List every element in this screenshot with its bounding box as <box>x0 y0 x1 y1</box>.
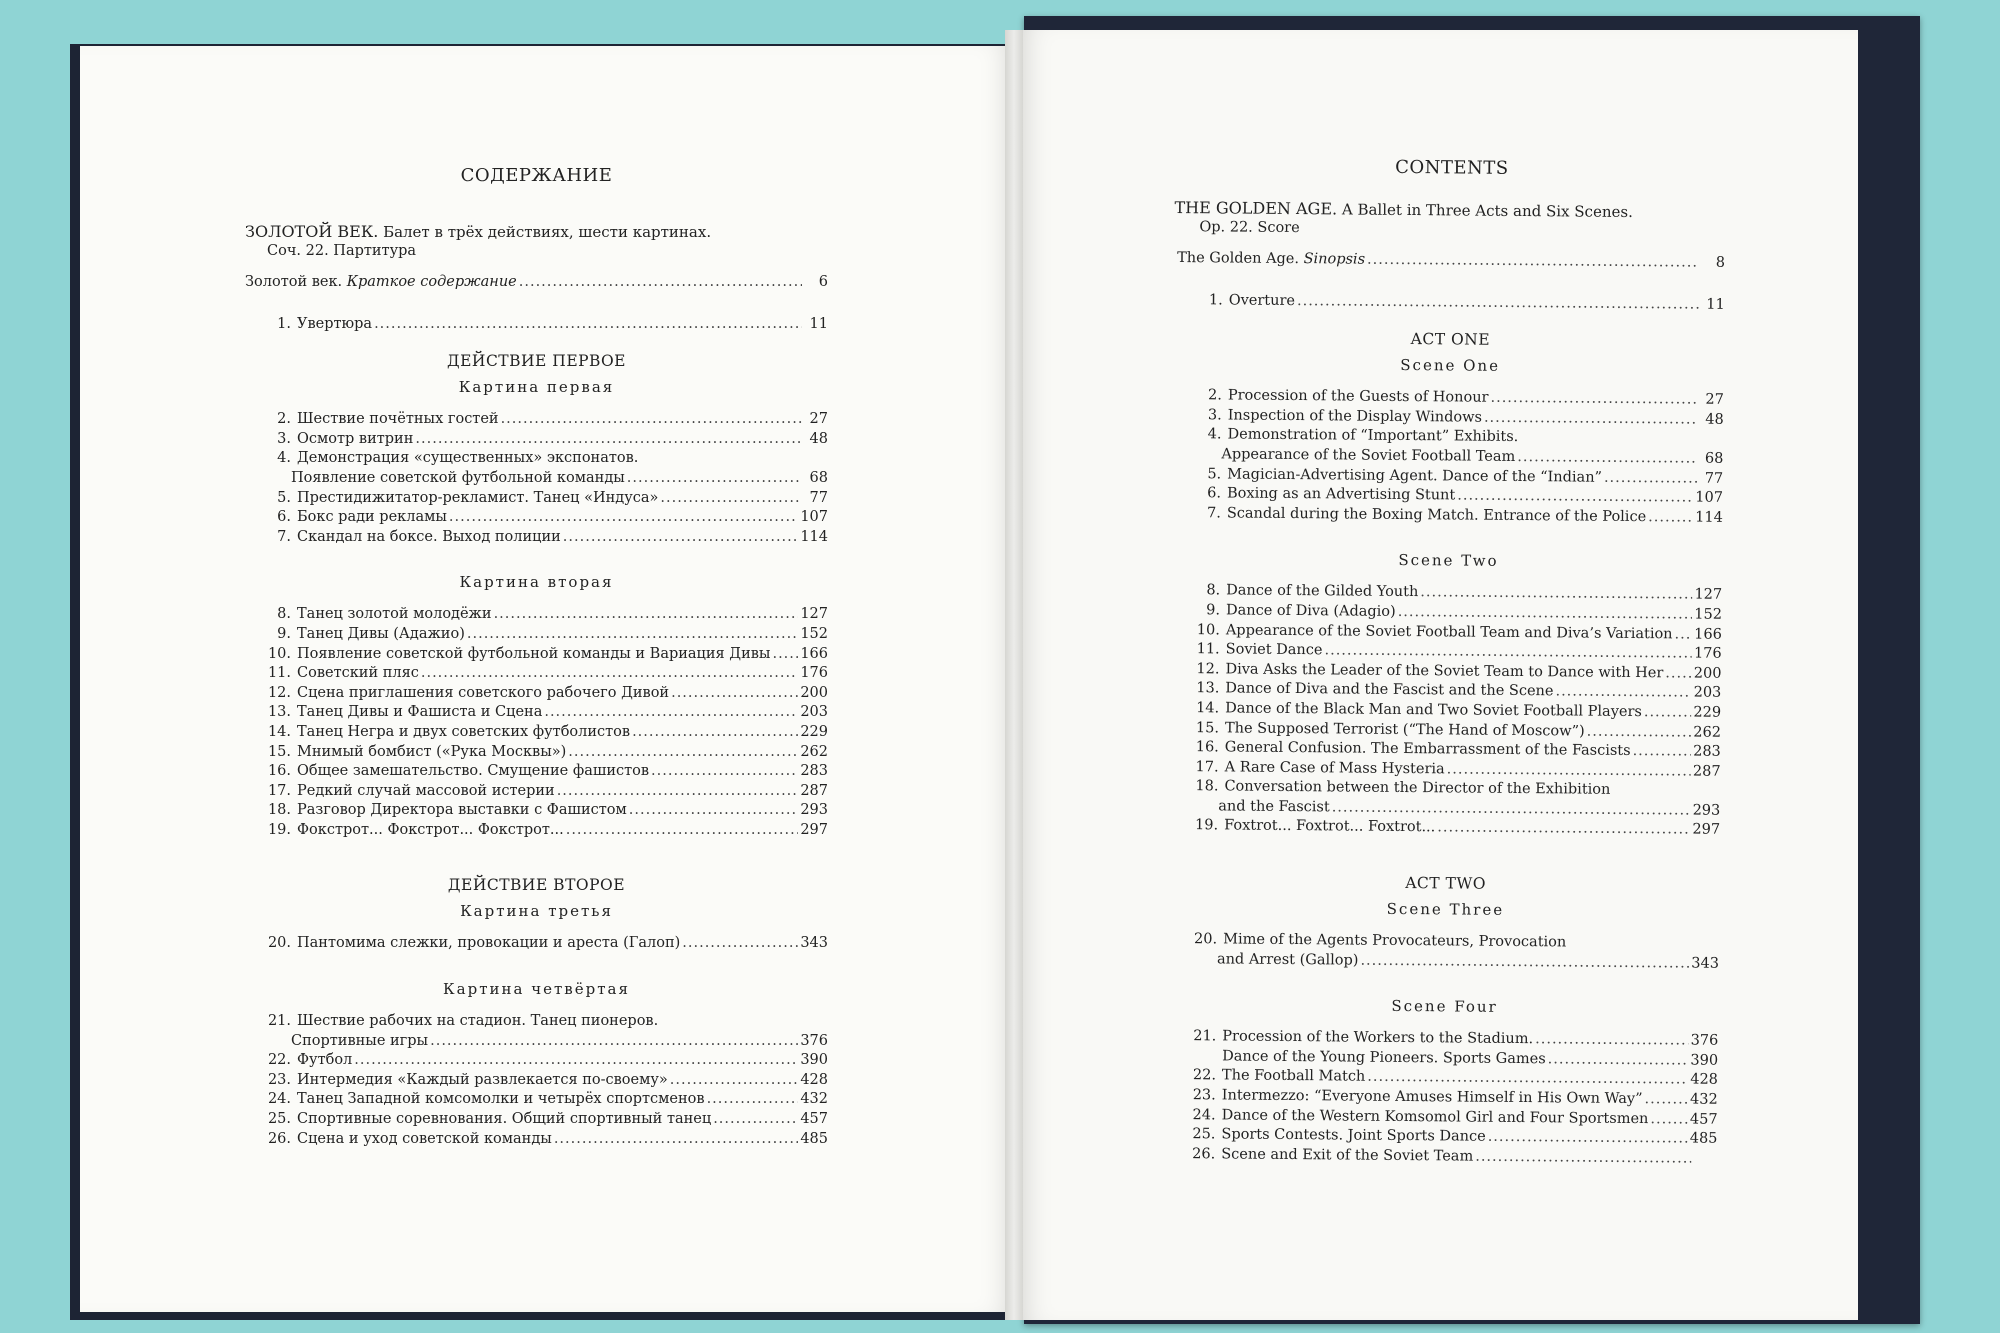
leader-dots <box>1555 683 1691 704</box>
entry-title: Dance of the Gilded Youth <box>1226 582 1419 601</box>
toc-entry <box>245 410 828 430</box>
entry-page: 457 <box>1689 1111 1718 1128</box>
scene-one-list-ru <box>245 410 828 565</box>
entry-title: Procession of the Workers to the Stadium. <box>1222 1028 1534 1048</box>
entry-page: 107 <box>1695 489 1724 506</box>
entry-title: Танец Дивы и Фашиста и Сцена <box>297 704 543 721</box>
entry-number: 22. <box>1192 1067 1217 1084</box>
entry-title: Sports Contests. Joint Sports Dance <box>1221 1126 1486 1145</box>
toc-entry <box>245 605 828 625</box>
entry-number: 10. <box>1196 621 1220 638</box>
leader-dots <box>1587 722 1692 743</box>
toc-entry <box>245 1071 828 1091</box>
leader-dots <box>1535 1030 1689 1051</box>
toc-entry-continuation <box>245 1032 828 1052</box>
scene-three-heading-ru: Картина третья <box>460 902 613 921</box>
entry-title: Intermezzo: “Everyone Amuses Himself in His Own Way” <box>1221 1087 1643 1108</box>
entry-page: 287 <box>1692 763 1721 780</box>
entry-number: 23. <box>1192 1087 1216 1104</box>
scene-two-list-ru <box>245 605 828 858</box>
entry-number: 24. <box>267 1091 291 1108</box>
toc-entry <box>245 762 828 782</box>
entry-page: 27 <box>809 411 828 428</box>
scene-one-list-en <box>1175 386 1724 546</box>
scene-four-heading-ru: Картина четвёртая <box>443 980 630 999</box>
entry-page: 77 <box>809 489 828 506</box>
entry-title: Dance of Diva and the Fascist and the Scene <box>1225 680 1554 700</box>
leader-dots <box>1490 389 1698 410</box>
entry-number: 25. <box>1192 1126 1216 1143</box>
entry-number: 11. <box>1196 641 1220 658</box>
entry-page: 27 <box>1705 391 1724 408</box>
russian-contents <box>245 165 828 1167</box>
scene-four-list-ru <box>245 1012 828 1167</box>
entry-number: 15. <box>1195 719 1220 736</box>
entry-number: 22. <box>267 1052 291 1069</box>
act-two-heading-en: ACT TWO <box>1405 874 1487 893</box>
entry-page: 376 <box>800 1032 828 1049</box>
leader-dots <box>1665 664 1692 684</box>
entry-title: Foxtrot... Foxtrot... Foxtrot... <box>1224 817 1436 836</box>
leader-dots <box>568 743 798 763</box>
leader-dots <box>682 934 798 954</box>
toc-entry <box>245 1051 828 1071</box>
synopsis-row-en: The Golden Age. Sinopsis ..... 8 <box>1177 249 1725 273</box>
entry-number: 8. <box>1206 582 1221 599</box>
entry-number: 20. <box>1194 931 1218 948</box>
entry-number: 2. <box>277 411 291 428</box>
toc-entry <box>245 723 828 743</box>
entry-title: Престидижитатор-рекламист. Танец «Индуса» <box>297 489 659 506</box>
scene-two-heading-en: Scene Two <box>1398 551 1499 571</box>
entry-number: 13. <box>267 704 291 721</box>
scene-three-list-en <box>1171 930 1719 992</box>
scene-one-heading-ru: Картина первая <box>458 378 615 397</box>
entry-number: 8. <box>277 606 291 623</box>
entry-number: 25. <box>267 1111 291 1128</box>
entry-title: Conversation between the Director of the Exhibition <box>1224 778 1611 799</box>
leader-dots <box>1648 508 1693 528</box>
entry-title-continued: Appearance of the Soviet Football Team <box>1221 446 1516 465</box>
entry-page: 390 <box>1690 1052 1719 1069</box>
leader-dots <box>660 489 802 509</box>
toc-entry <box>245 703 828 723</box>
scene-two-heading-ru: Картина вторая <box>459 573 614 592</box>
entry-title: Dance of Diva (Adagio) <box>1225 602 1396 620</box>
entry-title: Танец Дивы (Адажио) <box>297 625 465 642</box>
entry-title: Бокс ради рекламы <box>297 509 447 526</box>
leader-dots <box>494 605 799 625</box>
work-title-en: THE GOLDEN AGE. A Ballet in Three Acts and Six Scenes. <box>1174 197 1633 221</box>
entry-number: 4. <box>1207 426 1222 443</box>
entry-number: 14. <box>1196 700 1220 717</box>
leader-dots <box>670 1071 799 1091</box>
leader-dots <box>1398 603 1693 625</box>
leader-dots <box>1457 487 1693 509</box>
leader-dots <box>1484 408 1698 429</box>
toc-entry <box>245 821 828 841</box>
leader-dots <box>1548 1050 1689 1071</box>
entry-number: 20. <box>267 935 291 952</box>
entry-number: 12. <box>267 684 291 701</box>
entry-title: Осмотр витрин <box>297 430 414 447</box>
leader-dots <box>651 762 798 782</box>
entry-page: 229 <box>800 723 828 740</box>
entry-page: 203 <box>1693 684 1722 702</box>
toc-entry <box>245 684 828 704</box>
entry-page: 176 <box>1693 645 1722 662</box>
entry-page: 343 <box>800 935 828 952</box>
entry-title: Спортивные соревнования. Общий спортивный танец <box>297 1111 712 1128</box>
entry-title: Diva Asks the Leader of the Soviet Team to Dance with Her <box>1225 661 1664 681</box>
entry-title: Procession of the Guests of Honour <box>1227 387 1489 406</box>
entry-page: 262 <box>1693 724 1722 741</box>
leader-dots <box>1488 1128 1688 1149</box>
toc-entry <box>245 430 828 450</box>
toc-entry <box>245 934 828 954</box>
entry-number: 24. <box>1192 1106 1216 1123</box>
entry-page: 152 <box>800 625 828 642</box>
entry-number: 2. <box>1207 387 1222 404</box>
entry-number: 14. <box>267 723 291 740</box>
book-spine <box>1005 30 1023 1320</box>
entry-title: Танец золотой молодёжи <box>297 606 492 623</box>
leader-dots <box>563 528 799 548</box>
scene-two-list-en <box>1172 581 1722 858</box>
entry-page: 200 <box>1693 665 1722 682</box>
entry-number: 26. <box>1192 1145 1216 1163</box>
entry-number: 6. <box>1207 485 1222 502</box>
entry-number: 26. <box>267 1130 291 1147</box>
entry-page: 376 <box>1690 1032 1719 1049</box>
entry-page: 48 <box>1705 411 1724 428</box>
entry-page: 68 <box>1704 450 1724 467</box>
leader-dots <box>544 703 798 723</box>
entry-page: 390 <box>800 1052 828 1069</box>
entry-number: 17. <box>267 782 291 799</box>
entry-page: 283 <box>800 763 828 780</box>
leader-dots <box>501 410 802 430</box>
leader-dots <box>467 625 798 645</box>
entry-title: A Rare Case of Mass Hysteria <box>1224 759 1445 778</box>
entry-page: 485 <box>1689 1130 1718 1147</box>
toc-entry <box>245 449 828 469</box>
entry-title: Шествие почётных гостей <box>297 411 499 428</box>
leader-dots <box>415 430 802 450</box>
act-one-heading-en: ACT ONE <box>1410 330 1491 349</box>
leader-dots <box>1475 1147 1691 1168</box>
entry-title: Boxing as an Advertising Stunt <box>1226 485 1456 504</box>
entry-page: 293 <box>1692 802 1721 819</box>
work-subtitle-en: Op. 22. Score <box>1199 219 1300 237</box>
toc-entry <box>245 1090 828 1110</box>
entry-page: 114 <box>800 528 828 545</box>
toc-entry <box>245 645 828 665</box>
entry-title: Soviet Dance <box>1225 641 1323 659</box>
leader-dots <box>1644 703 1692 723</box>
leader-dots <box>1650 1110 1688 1130</box>
scene-one-heading-en: Scene One <box>1400 356 1501 376</box>
entry-page: 200 <box>800 684 828 701</box>
toc-entry <box>245 508 828 528</box>
entry-number: 3. <box>1207 407 1222 424</box>
entry-number: 5. <box>277 489 291 506</box>
entry-page: 68 <box>809 469 828 486</box>
entry-title-continued: and the Fascist <box>1218 798 1330 816</box>
entry-page: 152 <box>1694 606 1723 623</box>
entry-page: 485 <box>800 1130 828 1147</box>
entry-page: 432 <box>1690 1091 1718 1108</box>
entry-title: Inspection of the Display Windows <box>1227 407 1483 426</box>
toc-entry <box>245 625 828 645</box>
entry-number: 12. <box>1196 660 1220 678</box>
entry-title: Mime of the Agents Provocateurs, Provocation <box>1223 931 1567 951</box>
entry-title: Dance of the Black Man and Two Soviet Football Players <box>1225 700 1642 720</box>
entry-title: Советский пляс <box>297 665 419 682</box>
entry-page: 293 <box>800 802 828 819</box>
leader-dots <box>1517 448 1697 469</box>
entry-page: 229 <box>1693 704 1722 721</box>
entry-page: 428 <box>1690 1071 1719 1089</box>
scene-four-list-en <box>1169 1027 1718 1187</box>
toc-entry-continuation <box>245 469 828 489</box>
entry-title: General Confusion. The Embarrassment of the Fascists <box>1224 739 1631 760</box>
leader-dots <box>1604 468 1697 488</box>
toc-entry <box>245 782 828 802</box>
entry-page: 176 <box>800 665 828 682</box>
entry-number: 9. <box>1206 602 1221 619</box>
leader-dots <box>671 684 798 704</box>
leader-dots <box>566 821 799 841</box>
entry-title: Magician-Advertising Agent. Dance of the “Indian” <box>1227 466 1603 486</box>
entry-title: Разговор Директора выставки с Фашистом <box>297 802 627 819</box>
entry-page: 262 <box>800 743 828 760</box>
entry-page: 127 <box>1694 586 1723 604</box>
entry-page: 297 <box>800 821 828 838</box>
entry-page: 77 <box>1704 470 1724 487</box>
leader-dots <box>421 664 798 684</box>
entry-page: 166 <box>1694 626 1722 643</box>
entry-title: Фокстрот... Фокстрот... Фокстрот... <box>297 821 564 838</box>
entry-number: 7. <box>1206 505 1221 522</box>
entry-number: 18. <box>267 802 291 819</box>
entry-page: 428 <box>800 1071 828 1088</box>
entry-number: 4. <box>277 450 291 467</box>
entry-number: 11. <box>267 665 291 682</box>
leader-dots <box>1644 1090 1688 1110</box>
leader-dots <box>1420 583 1692 605</box>
entry-number: 15. <box>267 743 291 760</box>
entry-page: 287 <box>800 782 828 799</box>
entry-title: The Supposed Terrorist (“The Hand of Moscow”) <box>1224 719 1585 740</box>
entry-title: Пантомима слежки, провокации и ареста (Галоп) <box>297 935 681 952</box>
entry-number: 17. <box>1195 758 1219 776</box>
toc-entry <box>245 801 828 821</box>
scene-three-list-ru <box>245 934 828 972</box>
english-contents <box>1169 155 1726 1187</box>
toc-entry <box>245 1110 828 1130</box>
entry-title: Appearance of the Soviet Football Team and Diva’s Variation <box>1225 621 1673 642</box>
entry-page: 48 <box>809 430 828 447</box>
entry-number: 18. <box>1195 778 1219 795</box>
toc-entry <box>245 1012 828 1032</box>
entry-title-continued: Спортивные игры <box>291 1032 429 1049</box>
entry-page: 114 <box>1695 509 1723 526</box>
entry-page: 457 <box>800 1111 828 1128</box>
entry-number: 9. <box>277 625 291 642</box>
entry-title: Танец Западной комсомолки и четырёх спортсменов <box>297 1091 705 1108</box>
leader-dots <box>1674 625 1692 645</box>
entry-title: Demonstration of “Important” Exhibits. <box>1227 426 1519 446</box>
entry-number: 21. <box>267 1013 291 1030</box>
overture-row-en: 1. Overture ..... 11 <box>1177 291 1725 315</box>
entry-title: Скандал на боксе. Выход полиции <box>297 528 561 545</box>
toc-entry <box>245 664 828 684</box>
entry-title: Мнимый бомбист («Рука Москвы») <box>297 743 567 760</box>
entry-title: Scandal during the Boxing Match. Entrance of the Police <box>1226 505 1647 525</box>
entry-page: 283 <box>1693 743 1721 760</box>
entry-page: 127 <box>800 606 828 623</box>
leader-dots <box>1360 951 1689 973</box>
leader-dots <box>772 645 798 665</box>
entry-number: 21. <box>1193 1028 1217 1045</box>
leader-dots <box>1633 742 1692 762</box>
entry-title: Сцена и уход советской команды <box>297 1130 552 1147</box>
entry-number: 10. <box>267 645 291 662</box>
leader-dots <box>627 469 802 489</box>
contents-title-ru: СОДЕРЖАНИЕ <box>460 165 613 186</box>
act-one-heading-ru: ДЕЙСТВИЕ ПЕРВОЕ <box>447 352 626 371</box>
leader-dots <box>1447 760 1691 782</box>
entry-page: 343 <box>1691 955 1720 972</box>
entry-title: Общее замешательство. Смущение фашистов <box>297 763 650 780</box>
contents-title-en: CONTENTS <box>1395 156 1509 179</box>
leader-dots <box>632 723 798 743</box>
entry-title: Сцена приглашения советского рабочего Дивой <box>297 684 670 701</box>
act-two-heading-ru: ДЕЙСТВИЕ ВТОРОЕ <box>447 876 626 895</box>
leader-dots <box>713 1110 798 1130</box>
entry-number: 6. <box>277 509 291 526</box>
entry-title: Scene and Exit of the Soviet Team <box>1221 1146 1474 1165</box>
entry-number: 13. <box>1196 680 1220 697</box>
leader-dots <box>557 782 799 802</box>
leader-dots <box>354 1051 798 1071</box>
entry-page: 166 <box>800 645 828 662</box>
entry-number: 3. <box>277 430 291 447</box>
entry-title-continued: and Arrest (Gallop) <box>1216 951 1359 969</box>
toc-entry <box>245 1130 828 1150</box>
entry-title: Появление советской футбольной команды и Вариация Дивы <box>297 645 771 662</box>
leader-dots <box>707 1090 799 1110</box>
leader-dots <box>449 508 798 528</box>
entry-page: 297 <box>1692 821 1721 839</box>
entry-number: 16. <box>267 763 291 780</box>
entry-number: 19. <box>1195 817 1219 834</box>
leader-dots <box>1437 819 1690 841</box>
entry-page: 203 <box>800 704 828 721</box>
entry-number: 7. <box>277 528 291 545</box>
entry-title: Интермедия «Каждый развлекается по-своему» <box>297 1071 668 1088</box>
entry-number: 19. <box>267 821 291 838</box>
entry-number: 23. <box>267 1071 291 1088</box>
toc-entry <box>245 743 828 763</box>
toc-entry <box>245 489 828 509</box>
entry-title: Шествие рабочих на стадион. Танец пионеров. <box>297 1013 659 1030</box>
entry-page: 107 <box>800 509 828 526</box>
scene-four-heading-en: Scene Four <box>1391 997 1498 1017</box>
entry-page: 432 <box>800 1091 828 1108</box>
leader-dots <box>430 1032 798 1052</box>
toc-entry <box>245 528 828 548</box>
scene-three-heading-en: Scene Three <box>1386 899 1505 919</box>
entry-title: Редкий случай массовой истерии <box>297 782 555 799</box>
entry-number: 16. <box>1195 739 1219 756</box>
entry-title-continued: Появление советской футбольной команды <box>291 469 625 486</box>
leader-dots <box>629 801 799 821</box>
entry-title: Футбол <box>297 1052 353 1069</box>
entry-number: 5. <box>1207 465 1222 482</box>
synopsis-row-ru: Золотой век. Краткое содержание ..... 6 <box>245 273 828 293</box>
entry-title: Танец Негра и двух советских футболистов <box>297 723 631 740</box>
entry-title: Dance of the Western Komsomol Girl and Four Sportsmen <box>1221 1107 1649 1127</box>
entry-title: Демонстрация «существенных» экспонатов. <box>297 450 639 467</box>
entry-title: Dance of the Young Pioneers. Sports Games <box>1222 1048 1546 1068</box>
overture-row-ru: 1. Увертюра ..... 11 <box>245 315 828 335</box>
leader-dots <box>554 1130 798 1150</box>
work-subtitle-ru: Соч. 22. Партитура <box>267 243 417 259</box>
work-title-ru: ЗОЛОТОЙ ВЕК. Балет в трёх действиях, шести картинах. <box>245 222 712 241</box>
entry-title: The Football Match <box>1221 1067 1366 1086</box>
